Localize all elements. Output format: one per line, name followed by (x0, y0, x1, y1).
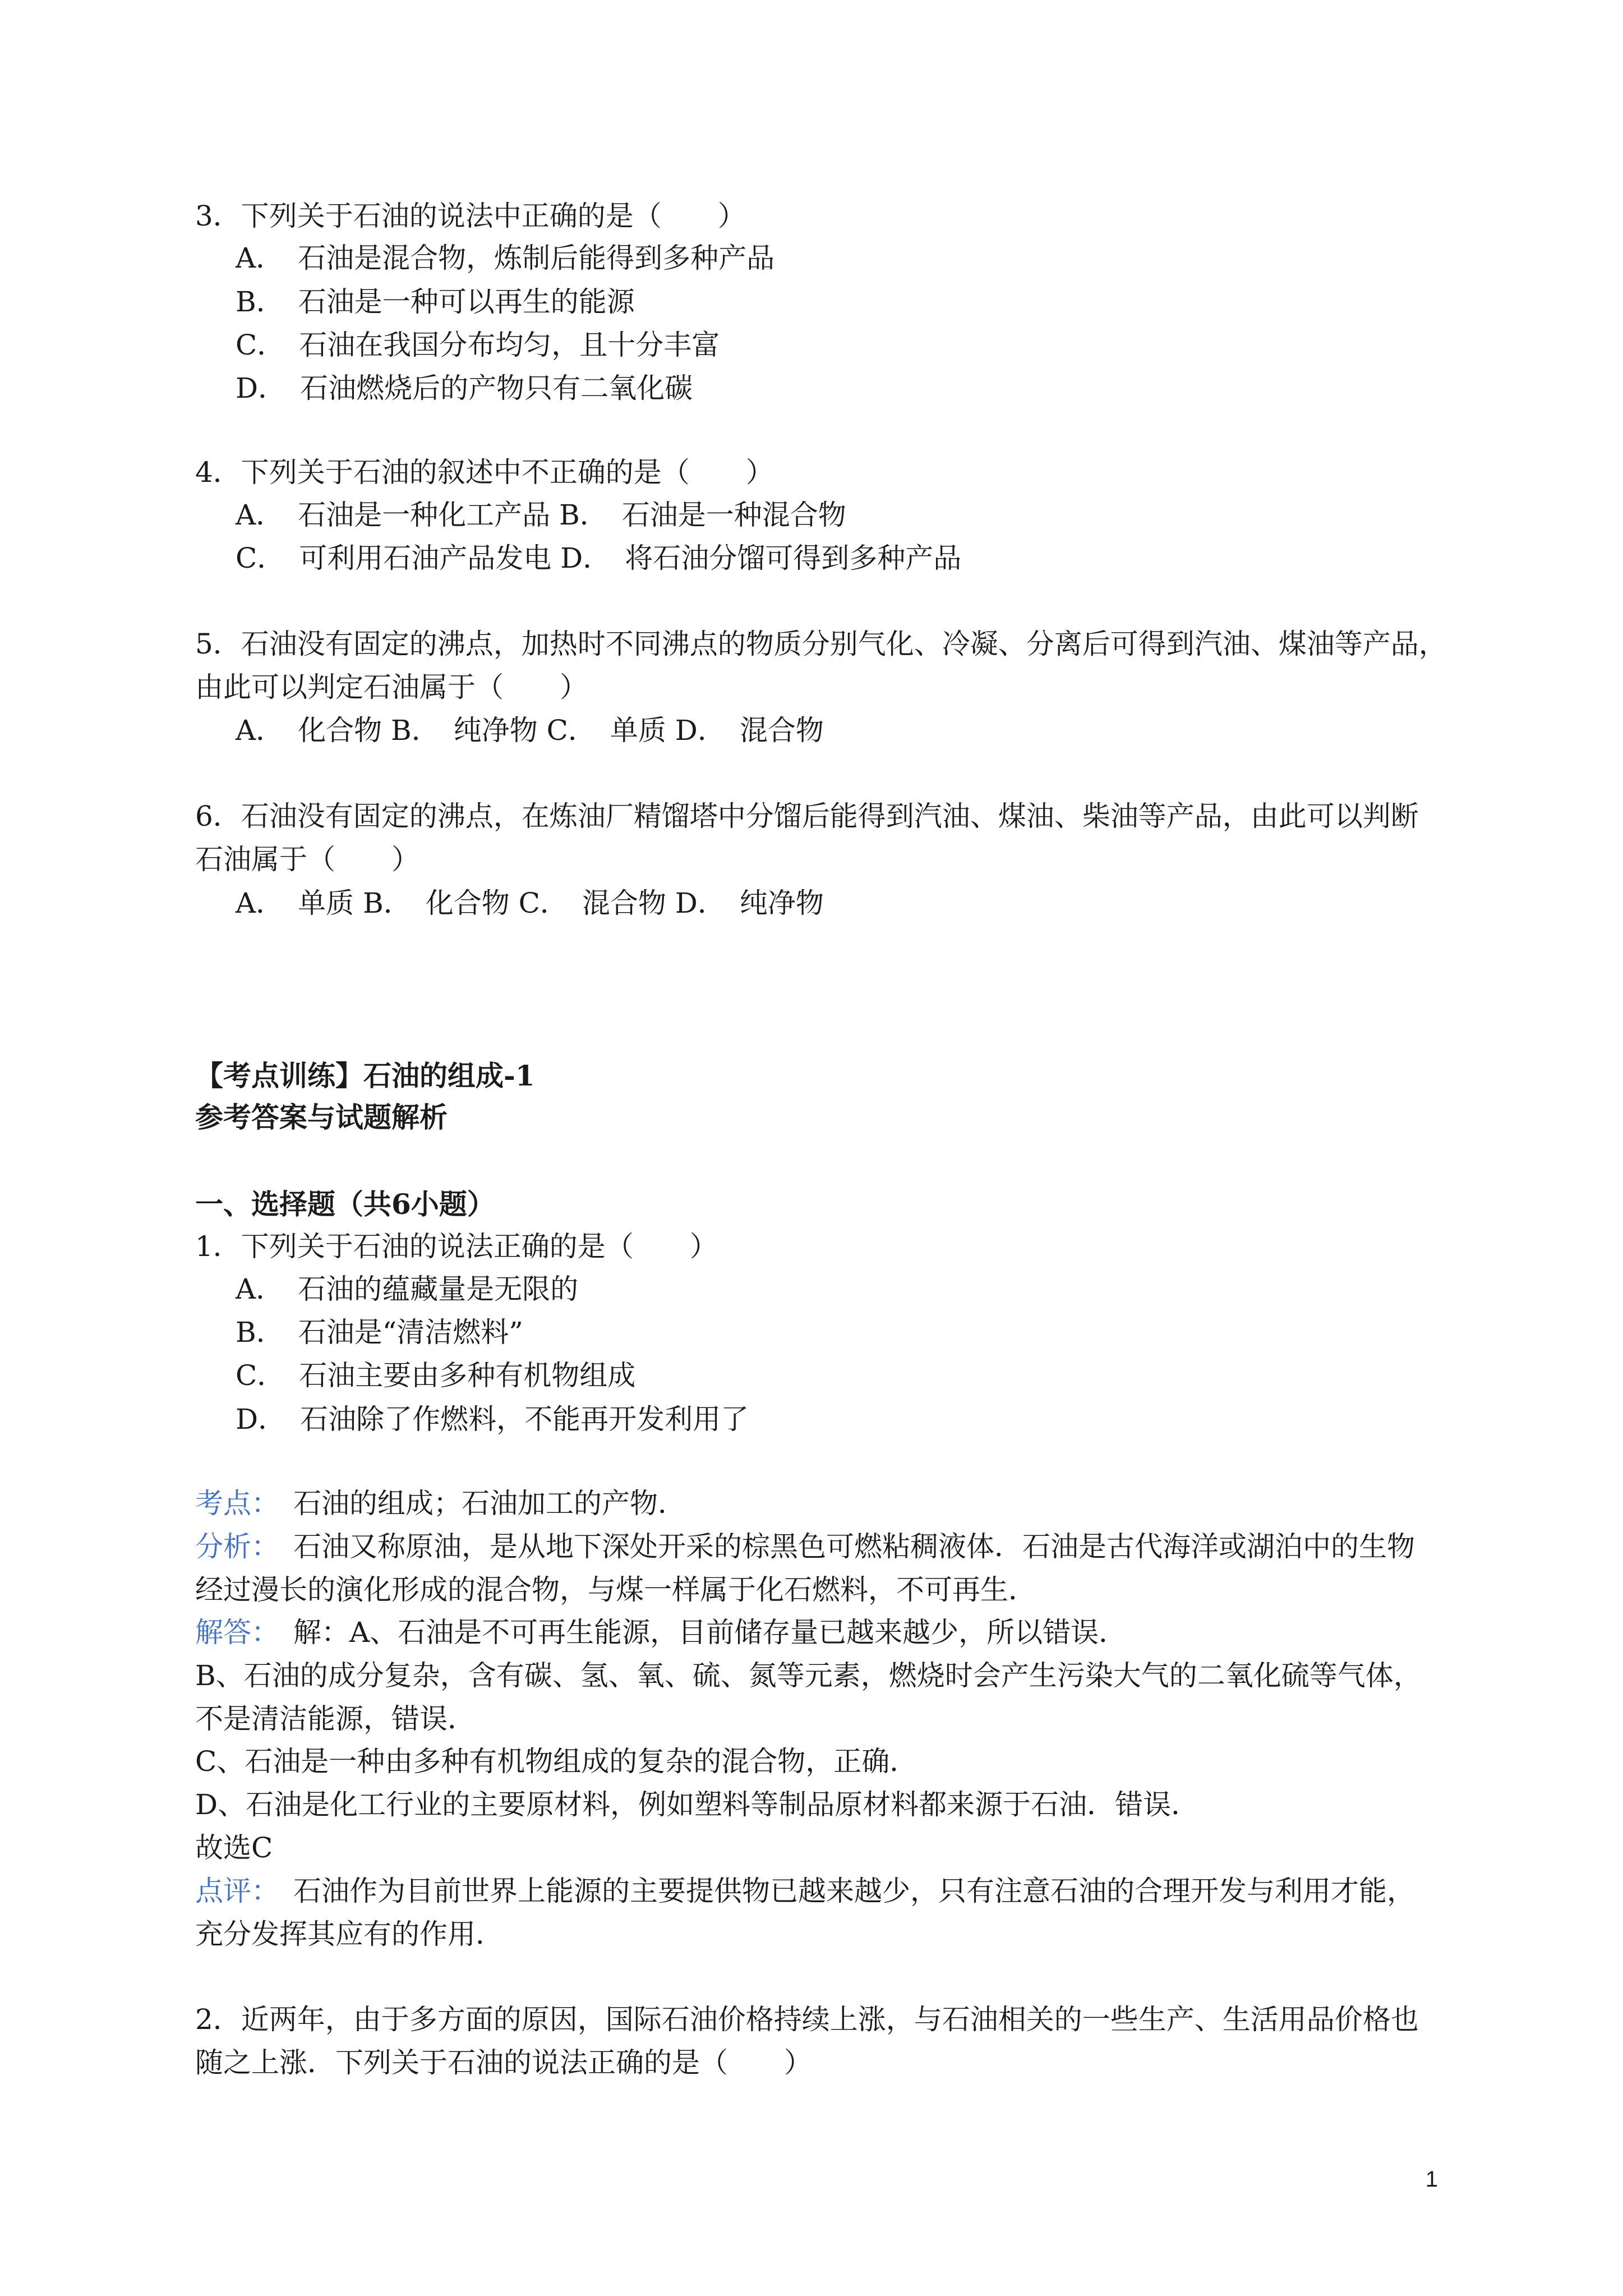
jieda-text-line6: 故选C (195, 1832, 273, 1864)
jieda-text-line2: B、石油的成分复杂，含有碳、氢、氧、硫、氮等元素，燃烧时会产生污染大气的二氧化硫等气体， (195, 1659, 1422, 1692)
dianping-text-line2: 充分发挥其应有的作用． (195, 1918, 504, 1950)
fenxi-row (195, 1530, 1455, 1563)
kaodian-text: 石油的组成；石油加工的产物． (265, 1487, 686, 1520)
page-number: 1 (1425, 2167, 1438, 2192)
jieda-text-line5: D、石油是化工行业的主要原材料，例如塑料等制品原材料都来源于石油．错误． (195, 1788, 1200, 1821)
question-3-option-b: B． 石油是一种可以再生的能源 (236, 286, 635, 318)
answer-section-subtitle: 参考答案与试题解析 (195, 1101, 448, 1134)
question-5-stem-line2: 由此可以判定石油属于（ ） (195, 671, 588, 703)
question-5-stem-line1: 5．石油没有固定的沸点，加热时不同沸点的物质分别气化、冷凝、分离后可得到汽油、煤油等产品， (195, 628, 1447, 660)
fenxi-label: 分析： (195, 1530, 265, 1563)
question-1-option-b: B． 石油是“清洁燃料” (236, 1316, 523, 1349)
fenxi-text-line1: 石油又称原油，是从地下深处开采的棕黑色可燃粘稠液体．石油是古代海洋或湖泊中的生物 (265, 1530, 1415, 1563)
question-1-option-a: A． 石油的蕴藏量是无限的 (236, 1273, 579, 1305)
jieda-text-line1: 解：A、石油是不可再生能源，目前储存量已越来越少，所以错误． (265, 1616, 1127, 1649)
jieda-row (195, 1616, 1455, 1649)
fenxi-text-line2: 经过漫长的演化形成的混合物，与煤一样属于化石燃料，不可再生． (195, 1573, 1036, 1606)
question-4-options-cd: C． 可利用石油产品发电 D． 将石油分馏可得到多种产品 (236, 542, 962, 574)
question-1-option-d: D． 石油除了作燃料，不能再开发利用了 (236, 1403, 749, 1435)
jieda-text-line4: C、石油是一种由多种有机物组成的复杂的混合物，正确． (195, 1745, 918, 1778)
question-6-stem-line1: 6．石油没有固定的沸点，在炼油厂精馏塔中分馏后能得到汽油、煤油、柴油等产品，由此可以判断 (195, 800, 1419, 832)
question-3-stem: 3．下列关于石油的说法中正确的是（ ） (195, 200, 746, 232)
dianping-text-line1: 石油作为目前世界上能源的主要提供物已越来越少，只有注意石油的合理开发与利用才能， (265, 1875, 1415, 1907)
question-4-options-ab: A． 石油是一种化工产品 B． 石油是一种混合物 (236, 499, 846, 531)
jieda-text-line3: 不是清洁能源，错误． (195, 1703, 476, 1735)
kaodian-row (195, 1487, 1455, 1520)
question-3-option-c: C． 石油在我国分布均匀，且十分丰富 (236, 329, 720, 361)
question-3-option-d: D． 石油燃烧后的产物只有二氧化碳 (236, 372, 693, 404)
kaodian-label: 考点： (195, 1487, 265, 1520)
dianping-label: 点评： (195, 1875, 265, 1907)
answer-section-title: 【考点训练】石油的组成-1 (195, 1059, 535, 1092)
section-heading: 一、选择题（共6小题） (195, 1188, 495, 1221)
jieda-label: 解答： (195, 1616, 265, 1649)
question-6-stem-line2: 石油属于（ ） (195, 843, 419, 876)
question-6-options: A． 单质 B． 化合物 C． 混合物 D． 纯净物 (236, 887, 824, 919)
question-1-option-c: C． 石油主要由多种有机物组成 (236, 1359, 636, 1392)
question-5-options: A． 化合物 B． 纯净物 C． 单质 D． 混合物 (236, 714, 824, 747)
question-3-option-a: A． 石油是混合物，炼制后能得到多种产品 (236, 242, 775, 274)
question-2-stem-line2: 随之上涨．下列关于石油的说法正确的是（ ） (195, 2046, 812, 2079)
question-1-stem: 1．下列关于石油的说法正确的是（ ） (195, 1230, 718, 1263)
dianping-row (195, 1874, 1455, 1908)
question-4-stem: 4．下列关于石油的叙述中不正确的是（ ） (195, 456, 774, 489)
question-2-stem-line1: 2．近两年，由于多方面的原因，国际石油价格持续上涨，与石油相关的一些生产、生活用品价格也 (195, 2003, 1419, 2036)
